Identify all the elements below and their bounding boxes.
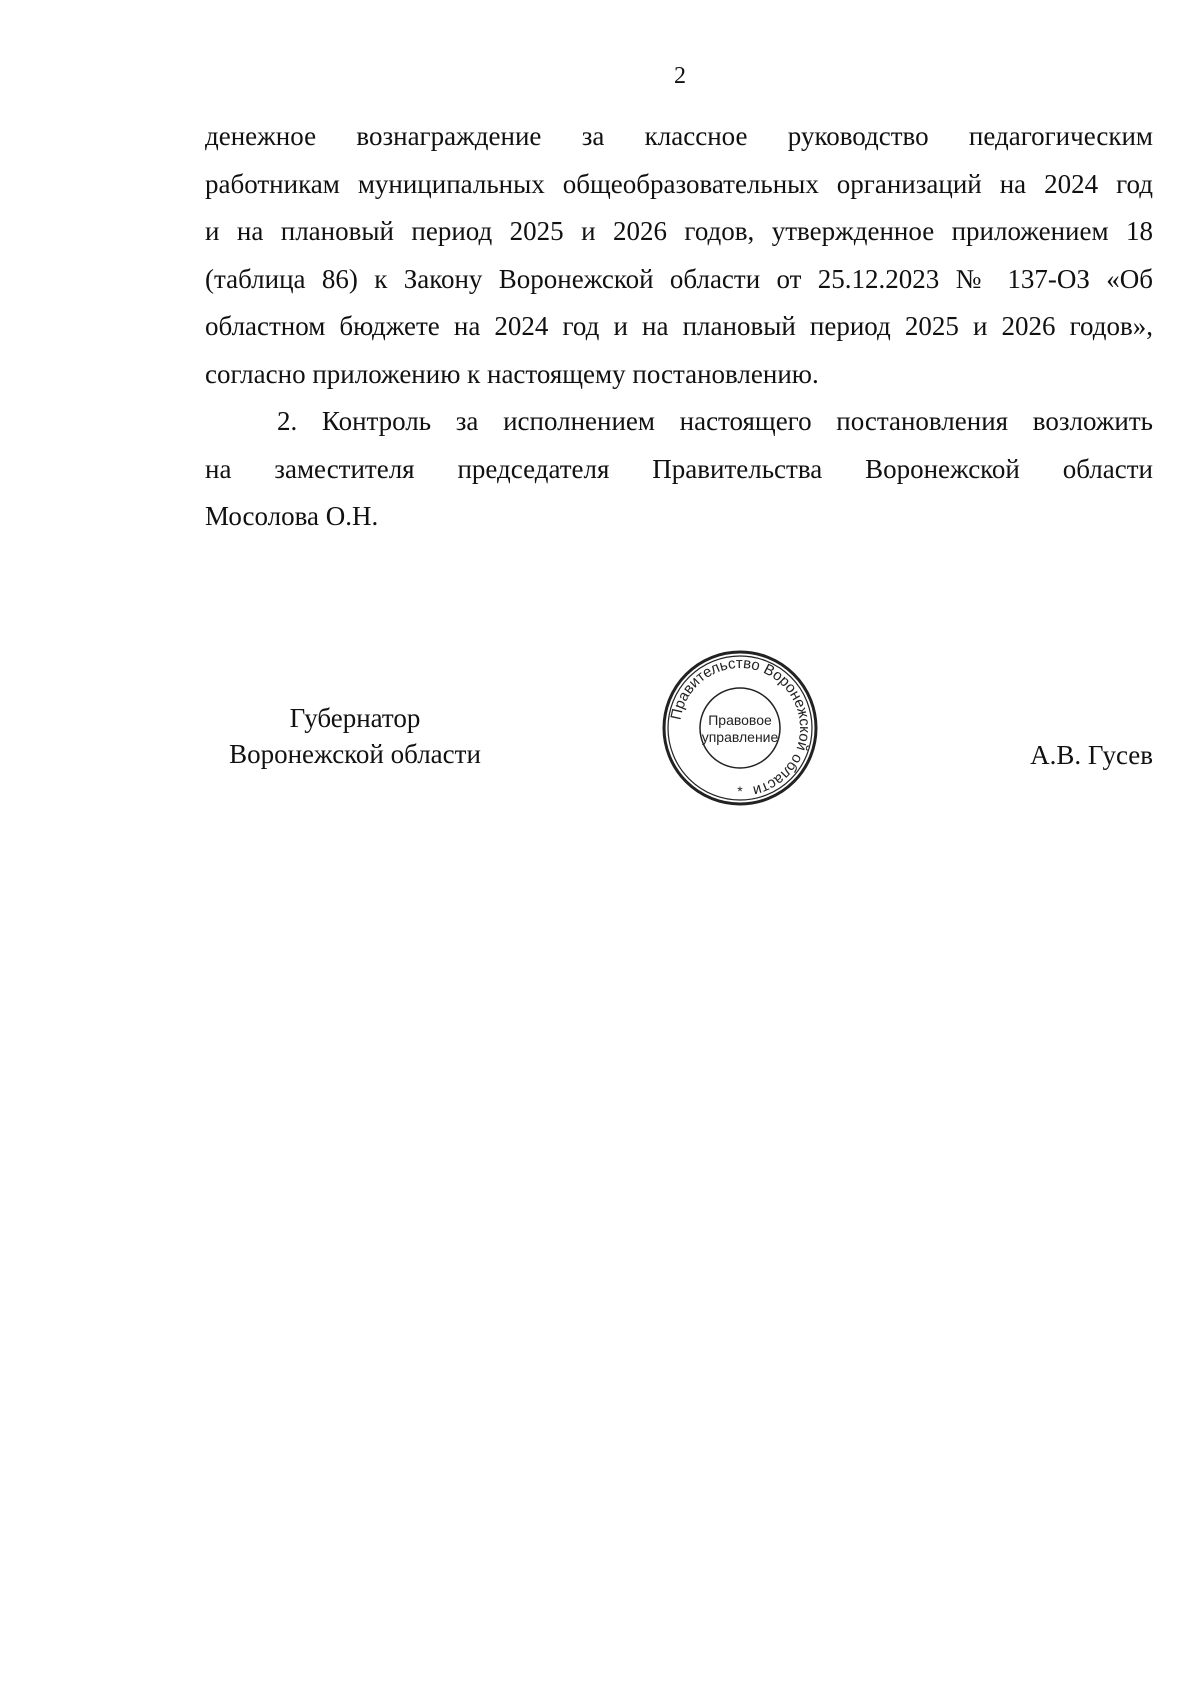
page-number: 2 [674, 63, 686, 89]
paragraph-2-line: 2. Контроль за исполнением настоящего постановления возложить [277, 406, 1153, 436]
document-body [205, 113, 1153, 541]
signatory-title-line-2: Воронежской области [229, 739, 481, 769]
paragraph-2-line: на заместителя председателя Правительства Воронежской области [205, 453, 1153, 484]
paragraph-1 [205, 113, 1153, 398]
paragraph-1-line: денежное вознаграждение за классное руководство педагогическим [205, 121, 1153, 151]
signatory-title [205, 700, 505, 772]
paragraph-1-line: областном бюджете на 2024 год и на плановый период 2025 и 2026 годов», [205, 311, 1153, 341]
stamp-ring-text: Правительство Воронежской области [667, 654, 814, 800]
signatory-name: А.В. Гусев [1030, 740, 1153, 770]
stamp-inner-line-2: управление [701, 729, 779, 745]
paragraph-1-line: работникам муниципальных общеобразовательных организаций на 2024 год [205, 168, 1153, 199]
paragraph-1-line: согласно приложению к настоящему постановлению. [205, 358, 819, 389]
stamp-inner-line-1: Правовое [708, 712, 772, 728]
stamp-star-icon: * [737, 783, 743, 799]
official-stamp [660, 648, 820, 808]
paragraph-1-line: (таблица 86) к Закону Воронежской области от 25.12.2023 № 137-ОЗ «Об [205, 263, 1153, 294]
stamp-seal-icon [660, 648, 820, 808]
paragraph-1-line: и на плановый период 2025 и 2026 годов, утвержденное приложением 18 [205, 216, 1153, 246]
paragraph-2 [205, 398, 1153, 541]
signatory-title-line-1: Губернатор [289, 703, 421, 733]
paragraph-2-line: Мосолова О.Н. [205, 501, 379, 531]
